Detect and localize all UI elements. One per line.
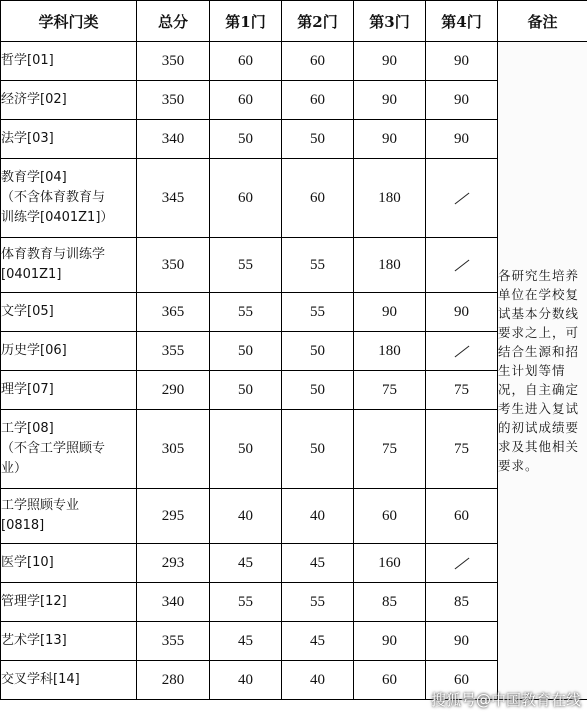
subject-2-cell: 40 [282,661,354,700]
remarks-cell: 各研究生培养单位在学校复试基本分数线要求之上，可结合生源和招生计划等情况，自主确定考生进入复试的初试成绩要求及其他相关要求。 [498,42,587,700]
subject-line: [0401Z1] [1,267,62,282]
subject-1-cell: 50 [210,332,282,371]
subject-line: 历史学[06] [1,343,67,358]
subject-1-cell: 40 [210,489,282,544]
header-subject-1: 第1门 [210,1,282,42]
subject-3-cell: 75 [354,410,426,489]
total-score-cell: 350 [137,238,210,293]
header-subject-2: 第2门 [282,1,354,42]
subject-cell [1,661,137,700]
subject-2-cell: 40 [282,489,354,544]
subject-3-cell: 90 [354,293,426,332]
subject-cell [1,410,137,489]
subject-4-cell: 90 [426,81,498,120]
subject-line: 训练学[0401Z1]） [1,210,114,225]
total-score-cell: 345 [137,159,210,238]
total-score-cell: 280 [137,661,210,700]
subject-cell [1,622,137,661]
total-score-cell: 355 [137,332,210,371]
total-score-cell: 340 [137,583,210,622]
subject-1-cell: 45 [210,544,282,583]
subject-line: 经济学[02] [1,92,67,107]
subject-4-cell [426,332,498,371]
subject-cell [1,42,137,81]
subject-1-cell: 40 [210,661,282,700]
subject-line: 管理学[12] [1,594,67,609]
subject-3-cell: 90 [354,622,426,661]
subject-2-cell: 50 [282,371,354,410]
subject-3-cell: 90 [354,120,426,159]
subject-cell [1,81,137,120]
subject-4-cell: 75 [426,371,498,410]
subject-3-cell: 60 [354,489,426,544]
subject-4-cell: 60 [426,661,498,700]
subject-3-cell: 180 [354,159,426,238]
subject-line: 艺术学[13] [1,633,67,648]
subject-2-cell: 45 [282,622,354,661]
subject-line: （不含体育教育与 [1,190,106,205]
subject-2-cell: 60 [282,159,354,238]
subject-3-cell: 160 [354,544,426,583]
header-total: 总分 [137,1,210,42]
watermark-text: 搜狐号@中国教育在线 [430,691,581,709]
subject-cell [1,120,137,159]
subject-3-cell: 180 [354,238,426,293]
subject-cell [1,332,137,371]
subject-2-cell: 50 [282,410,354,489]
subject-line: 业） [1,461,28,476]
subject-cell [1,583,137,622]
subject-3-cell: 90 [354,42,426,81]
total-score-cell: 305 [137,410,210,489]
subject-4-cell: 90 [426,120,498,159]
subject-cell [1,238,137,293]
subject-line: 哲学[01] [1,53,54,68]
subject-cell [1,159,137,238]
subject-cell [1,293,137,332]
subject-line: 工学照顾专业 [1,498,80,513]
subject-line: 法学[03] [1,131,54,146]
subject-line: 教育学[04] [1,170,67,185]
subject-4-cell [426,159,498,238]
header-subject-3: 第3门 [354,1,426,42]
subject-1-cell: 50 [210,120,282,159]
subject-1-cell: 50 [210,371,282,410]
subject-1-cell: 45 [210,622,282,661]
total-score-cell: 355 [137,622,210,661]
subject-2-cell: 60 [282,42,354,81]
subject-line: [0818] [1,518,45,533]
subject-line: 文学[05] [1,304,54,319]
table-row [1,42,587,81]
subject-line: （不含工学照顾专 [1,441,106,456]
header-subject-4: 第4门 [426,1,498,42]
subject-2-cell: 50 [282,120,354,159]
subject-4-cell: 90 [426,293,498,332]
subject-line: 交叉学科[14] [1,672,80,687]
subject-3-cell: 85 [354,583,426,622]
subject-2-cell: 55 [282,293,354,332]
subject-1-cell: 55 [210,583,282,622]
total-score-cell: 350 [137,42,210,81]
subject-1-cell: 60 [210,159,282,238]
subject-1-cell: 50 [210,410,282,489]
subject-2-cell: 55 [282,238,354,293]
subject-line: 理学[07] [1,382,54,397]
not-applicable-slash [454,259,469,271]
total-score-cell: 295 [137,489,210,544]
subject-2-cell: 60 [282,81,354,120]
subject-2-cell: 45 [282,544,354,583]
subject-3-cell: 90 [354,81,426,120]
subject-4-cell [426,544,498,583]
subject-1-cell: 60 [210,81,282,120]
subject-line: 体育教育与训练学 [1,247,106,262]
subject-2-cell: 50 [282,332,354,371]
subject-4-cell [426,238,498,293]
subject-4-cell: 85 [426,583,498,622]
subject-cell [1,489,137,544]
subject-4-cell: 90 [426,42,498,81]
total-score-cell: 365 [137,293,210,332]
not-applicable-slash [454,345,469,357]
subject-line: 医学[10] [1,555,54,570]
subject-cell [1,371,137,410]
total-score-cell: 293 [137,544,210,583]
subject-4-cell: 75 [426,410,498,489]
header-row [1,1,587,42]
subject-4-cell: 60 [426,489,498,544]
subject-3-cell: 180 [354,332,426,371]
subject-1-cell: 55 [210,238,282,293]
header-subject: 学科门类 [1,1,137,42]
not-applicable-slash [454,192,469,204]
total-score-cell: 290 [137,371,210,410]
subject-1-cell: 60 [210,42,282,81]
subject-cell [1,544,137,583]
total-score-cell: 340 [137,120,210,159]
subject-1-cell: 55 [210,293,282,332]
subject-3-cell: 60 [354,661,426,700]
subject-4-cell: 90 [426,622,498,661]
subject-3-cell: 75 [354,371,426,410]
subject-line: 工学[08] [1,421,54,436]
total-score-cell: 350 [137,81,210,120]
header-note: 备注 [498,1,587,42]
not-applicable-slash [454,557,469,569]
subject-2-cell: 55 [282,583,354,622]
